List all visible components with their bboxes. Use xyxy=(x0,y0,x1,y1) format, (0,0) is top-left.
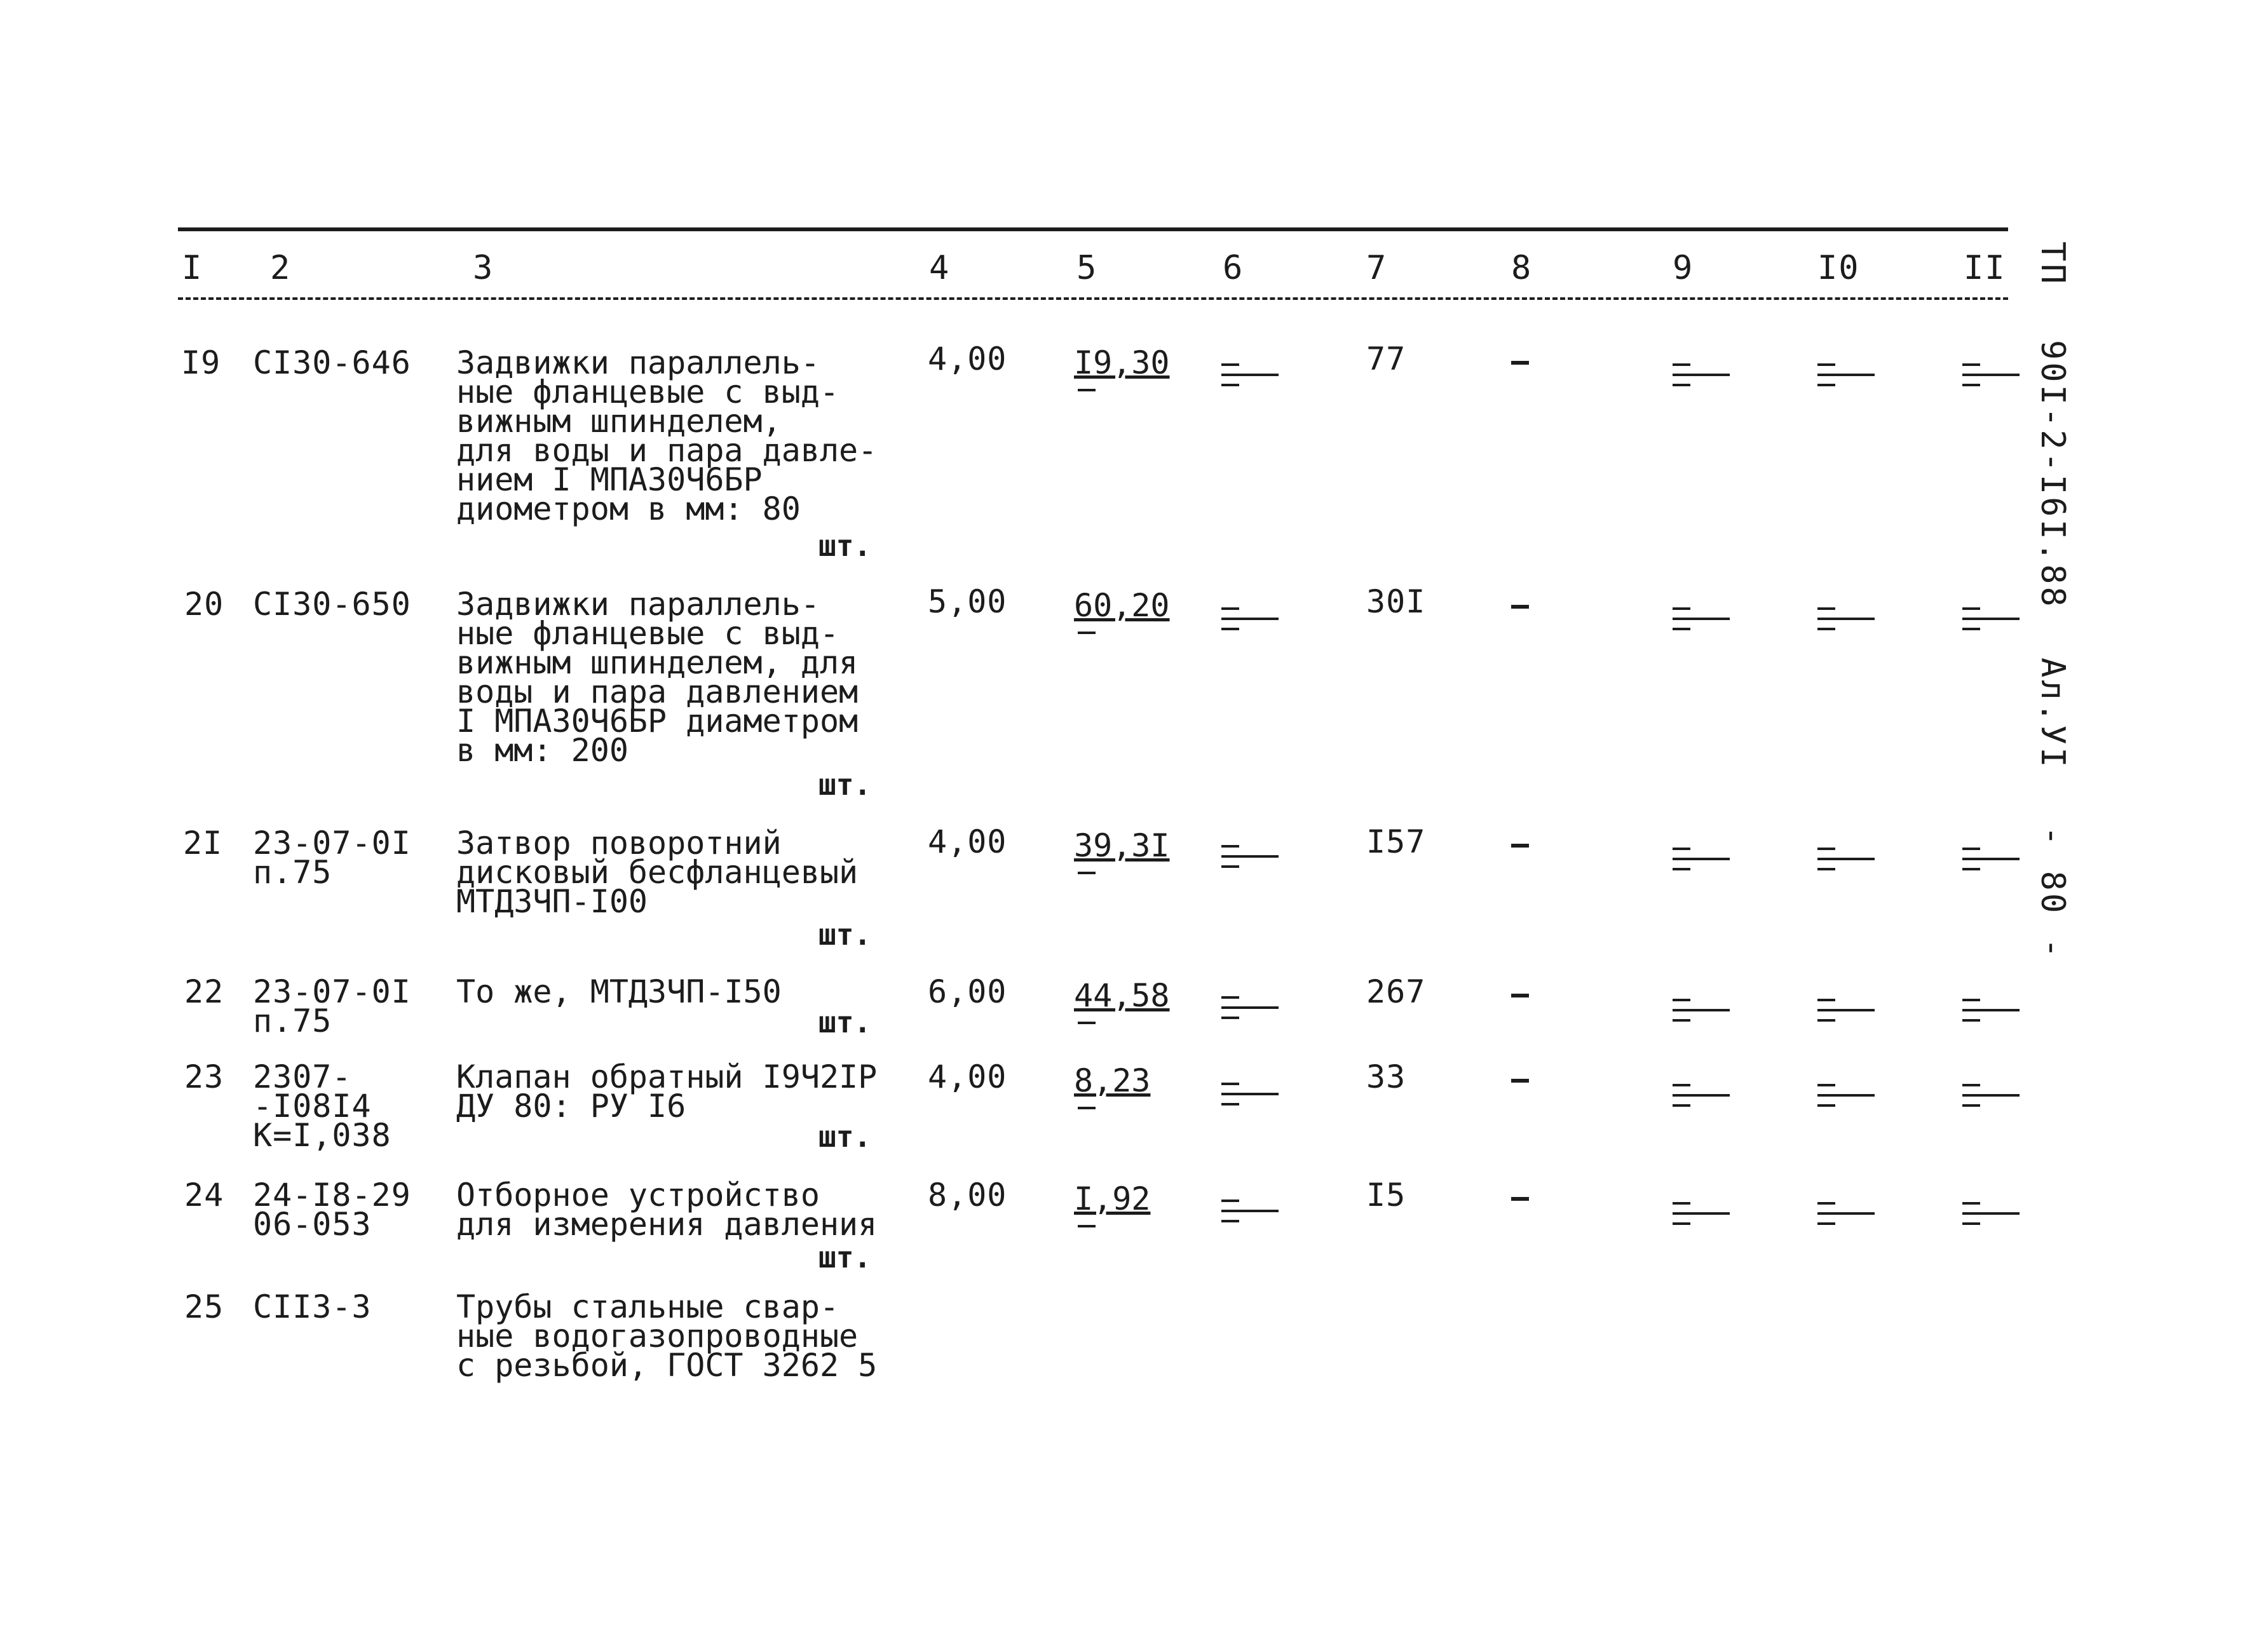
row-code-line: п.75 xyxy=(253,854,332,891)
col8-dash xyxy=(1511,844,1529,848)
row-code-line: CII3-3 xyxy=(253,1288,372,1325)
column-header-2: 2 xyxy=(270,249,292,287)
col8-dash xyxy=(1511,605,1529,609)
row-number: I9 xyxy=(181,344,221,381)
row-code-line: 23-07-0I xyxy=(253,973,411,1010)
row-code-line: 2307- xyxy=(253,1058,352,1095)
margin-album: Ал.УI xyxy=(2034,658,2072,770)
column-header-7: 7 xyxy=(1366,249,1388,287)
margin-code: ТП xyxy=(2034,241,2072,287)
col11-ditto-mark xyxy=(1962,607,2020,629)
description-line: для воды и пара давле- xyxy=(456,432,878,469)
col6-ditto-mark xyxy=(1221,1083,1279,1104)
row-number: 24 xyxy=(184,1177,224,1213)
price-dash xyxy=(1078,389,1096,391)
col9-ditto-mark xyxy=(1673,363,1730,385)
description-line: Отборное устройство xyxy=(456,1177,820,1213)
row-description xyxy=(456,344,878,527)
col8-dash xyxy=(1511,994,1529,997)
description-line: для измерения давления xyxy=(456,1206,878,1243)
row-unit: шт. xyxy=(818,917,872,952)
row-number: 25 xyxy=(184,1288,224,1325)
row-quantity: 5,00 xyxy=(928,583,1007,620)
price-dash xyxy=(1078,1107,1096,1109)
row-number: 22 xyxy=(184,973,224,1010)
row-unit: шт. xyxy=(818,767,872,802)
col10-ditto-mark xyxy=(1817,607,1875,629)
col11-ditto-mark xyxy=(1962,1084,2020,1105)
description-line: дисковый бесфланцевый xyxy=(456,854,859,891)
description-line: ДУ 80: РУ I6 xyxy=(456,1088,686,1125)
col8-dash xyxy=(1511,1079,1529,1083)
description-line: МТДЗЧП-I00 xyxy=(456,883,648,920)
description-line: Затвор поворотний xyxy=(456,825,782,862)
row-description xyxy=(456,1177,878,1243)
col11-ditto-mark xyxy=(1962,999,2020,1020)
row-unit-price: I,92 xyxy=(1074,1180,1151,1217)
col6-ditto-mark xyxy=(1221,607,1279,629)
header-bottom-rule xyxy=(178,297,2008,300)
description-line: ные водогазопроводные xyxy=(456,1318,859,1355)
description-line: ные фланцевые с выд- xyxy=(456,374,839,410)
col11-ditto-mark xyxy=(1962,848,2020,869)
col10-ditto-mark xyxy=(1817,363,1875,385)
row-quantity: 6,00 xyxy=(928,973,1007,1010)
row-unit: шт. xyxy=(818,529,872,563)
row-unit: шт. xyxy=(818,1005,872,1039)
row-description xyxy=(456,825,876,920)
column-header-9: 9 xyxy=(1673,249,1694,287)
column-header-8: 8 xyxy=(1511,249,1533,287)
col10-ditto-mark xyxy=(1817,999,1875,1020)
row-code-line: CI30-646 xyxy=(253,344,411,381)
row-number: 23 xyxy=(184,1058,224,1095)
description-line: Клапан обратный I9Ч2IР xyxy=(456,1058,878,1095)
col9-ditto-mark xyxy=(1673,607,1730,629)
column-header-3: 3 xyxy=(473,249,494,287)
col6-ditto-mark xyxy=(1221,363,1279,385)
row-unit-price: 8,23 xyxy=(1074,1062,1151,1099)
row-number: 2I xyxy=(183,825,223,862)
description-line: нием I МПА30Ч6БР xyxy=(456,461,763,498)
col10-ditto-mark xyxy=(1817,1084,1875,1105)
col8-dash xyxy=(1511,361,1529,365)
description-line: воды и пара давлением xyxy=(456,673,859,710)
row-description xyxy=(456,1058,878,1125)
row-code-line: CI30-650 xyxy=(253,586,411,623)
column-header-6: 6 xyxy=(1223,249,1244,287)
row-quantity: 4,00 xyxy=(928,341,1007,377)
column-header-1: I xyxy=(182,249,203,287)
row-unit-price: I9,30 xyxy=(1074,344,1170,381)
col9-ditto-mark xyxy=(1673,848,1730,869)
price-dash xyxy=(1078,632,1096,634)
row-total: I5 xyxy=(1366,1177,1406,1213)
row-quantity: 4,00 xyxy=(928,823,1007,860)
row-quantity: 4,00 xyxy=(928,1058,1007,1095)
col6-ditto-mark xyxy=(1221,845,1279,867)
row-unit-price: 44,58 xyxy=(1074,977,1170,1014)
col11-ditto-mark xyxy=(1962,363,2020,385)
row-unit: шт. xyxy=(818,1240,872,1274)
column-header-11: II xyxy=(1964,249,2006,287)
row-code-line: -I08I4 xyxy=(253,1088,372,1125)
col10-ditto-mark xyxy=(1817,1202,1875,1224)
row-code-line: 06-053 xyxy=(253,1206,372,1243)
description-line: То же, МТДЗЧП-I50 xyxy=(456,973,782,1010)
row-total: 33 xyxy=(1366,1058,1406,1095)
row-unit-price: 60,20 xyxy=(1074,587,1170,624)
description-line: с резьбой, ГОСТ 3262 5 xyxy=(456,1347,878,1384)
row-total: 30I xyxy=(1366,583,1426,620)
row-code-line: 23-07-0I xyxy=(253,825,411,862)
description-line: Задвижки параллель- xyxy=(456,586,820,623)
description-line: ные фланцевые с выд- xyxy=(456,615,839,652)
column-header-5: 5 xyxy=(1076,249,1098,287)
row-number: 20 xyxy=(184,586,224,623)
table-top-rule xyxy=(178,227,2008,231)
description-line: I МПА30Ч6БР диаметром xyxy=(456,703,859,740)
row-total: 77 xyxy=(1366,341,1406,377)
row-unit-price: 39,3I xyxy=(1074,827,1170,864)
description-line: в мм: 200 xyxy=(456,732,628,769)
row-total: I57 xyxy=(1366,823,1426,860)
row-code-line: 24-I8-29 xyxy=(253,1177,411,1213)
column-header-4: 4 xyxy=(929,249,951,287)
row-quantity: 8,00 xyxy=(928,1177,1007,1213)
description-line: Трубы стальные свар- xyxy=(456,1288,839,1325)
col11-ditto-mark xyxy=(1962,1202,2020,1224)
description-line: Задвижки параллель- xyxy=(456,344,820,381)
price-dash xyxy=(1078,872,1096,874)
description-line: вижным шпинделем, для xyxy=(456,644,859,681)
col6-ditto-mark xyxy=(1221,996,1279,1018)
margin-doc: 90I-2-I6I.88 xyxy=(2034,340,2072,609)
description-line: диометром в мм: 80 xyxy=(456,490,801,527)
col9-ditto-mark xyxy=(1673,1202,1730,1224)
price-dash xyxy=(1078,1225,1096,1227)
col9-ditto-mark xyxy=(1673,999,1730,1020)
col10-ditto-mark xyxy=(1817,848,1875,869)
row-code-line: п.75 xyxy=(253,1003,332,1039)
row-code-line: К=I,038 xyxy=(253,1117,391,1154)
col6-ditto-mark xyxy=(1221,1200,1279,1221)
row-unit: шт. xyxy=(818,1119,872,1154)
description-line: вижным шпинделем, xyxy=(456,403,782,440)
col8-dash xyxy=(1511,1197,1529,1201)
column-header-10: I0 xyxy=(1817,249,1860,287)
row-description xyxy=(456,586,876,769)
margin-page: - 80 - xyxy=(2034,826,2072,961)
row-description xyxy=(456,1288,878,1384)
row-description xyxy=(456,973,876,1010)
price-dash xyxy=(1078,1022,1096,1024)
row-total: 267 xyxy=(1366,973,1426,1010)
col9-ditto-mark xyxy=(1673,1084,1730,1105)
